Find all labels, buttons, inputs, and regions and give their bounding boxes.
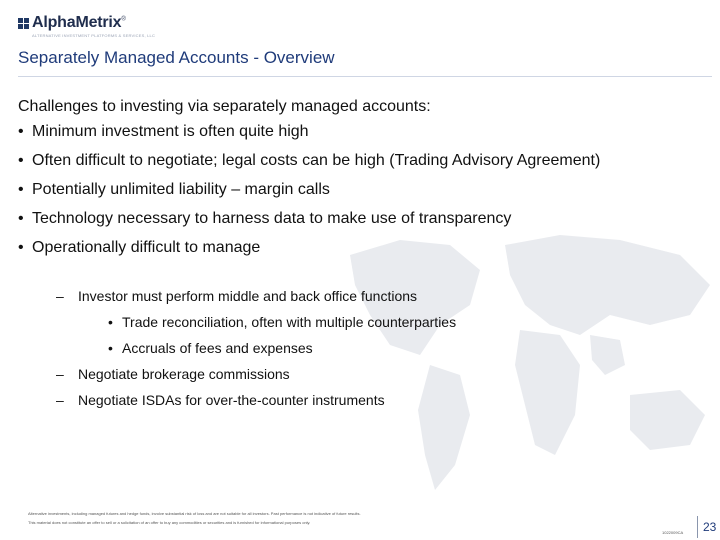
list-item: • Minimum investment is often quite high [18, 123, 309, 140]
document-code: 1022009CA [662, 530, 684, 535]
list-item: • Technology necessary to harness data to make use of transparency [18, 210, 512, 227]
sub-list [56, 286, 576, 416]
disclaimer [28, 509, 588, 527]
sub-list-item: – Investor must perform middle and back office functions [56, 288, 418, 304]
logo-mark-icon [18, 18, 29, 29]
slide-body [18, 92, 638, 266]
page-number: 23 [703, 520, 717, 534]
sub-sub-list-item: • Trade reconciliation, often with multiple counterparties [108, 314, 457, 330]
disclaimer-line: Alternative investments, including managed futures and hedge funds, involve substantial risk of loss and are not suitable for all investors. Past performance is not indicative of future results. [28, 511, 361, 516]
list-item: • Often difficult to negotiate; legal costs can be high (Trading Advisory Agreement) [18, 152, 601, 169]
list-item: • Potentially unlimited liability – margin calls [18, 181, 330, 198]
logo-tagline: ALTERNATIVE INVESTMENT PLATFORMS & SERVICES, LLC [32, 33, 156, 38]
sub-list-item: – Negotiate brokerage commissions [56, 366, 290, 382]
sub-sub-list-item: • Accruals of fees and expenses [108, 340, 313, 356]
disclaimer-line: This material does not constitute an offer to sell or a solicitation of an offer to buy any commodities or securities and is furnished for informational purposes only. [28, 520, 311, 525]
page-title: Separately Managed Accounts - Overview [18, 48, 335, 67]
footer-divider [697, 516, 698, 538]
title-divider [18, 76, 712, 77]
logo-name: AlphaMetrix® [32, 14, 126, 31]
list-item: • Operationally difficult to manage [18, 239, 261, 256]
intro-text: Challenges to investing via separately managed accounts: [18, 98, 431, 115]
sub-list-item: – Negotiate ISDAs for over-the-counter instruments [56, 392, 385, 408]
bullet-list [18, 121, 638, 259]
